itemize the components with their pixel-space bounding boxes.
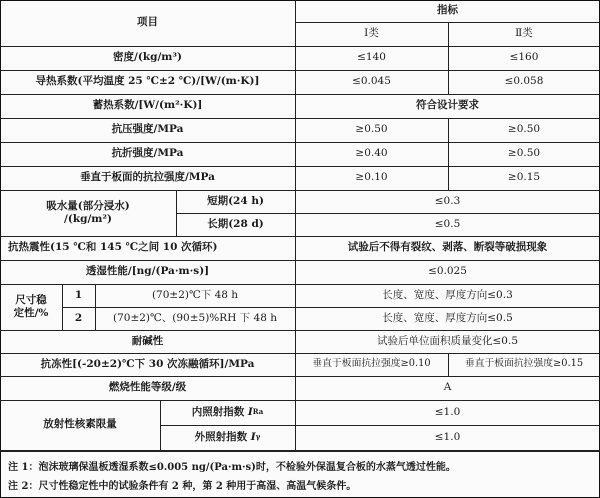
dimensional-stability-condition2-number: 2	[74, 311, 83, 324]
header-indicator: 指标	[437, 4, 458, 17]
dimensional-stability-condition1-value: 长度、宽度、厚度方向≤0.3	[382, 288, 513, 301]
tensile-strength-type2-value: ≥0.15	[507, 171, 541, 184]
water-absorption-label-line1: 吸水量(部分浸水)	[46, 199, 130, 212]
flexural-strength-type2-value: ≥0.50	[507, 147, 541, 160]
dimensional-stability-condition2: (70±2)℃、(90±5)%RH 下 48 h	[113, 311, 277, 324]
alkali-resistance-label: 耐碱性	[131, 334, 164, 347]
compressive-strength-label: 抗压强度/MPa	[111, 123, 184, 136]
header-item: 项目	[137, 16, 158, 29]
density-type1-value: ≤140	[357, 51, 386, 64]
thermal-conductivity-type1-value: ≤0.045	[352, 75, 391, 88]
compressive-strength-type2-value: ≥0.50	[507, 123, 541, 136]
thermal-shock-value: 试验后不得有裂纹、剥落、断裂等破损现象	[347, 241, 548, 254]
alkali-resistance-value: 试验后单位面积质量变化≤0.5	[377, 334, 518, 347]
internal-exposure-label	[160, 400, 295, 425]
combustion-value: A	[443, 381, 452, 394]
combustion-label: 燃烧性能等级/级	[108, 381, 187, 394]
dimensional-stability-condition2-value: 长度、宽度、厚度方向≤0.5	[382, 311, 513, 324]
external-exposure-value: ≤1.0	[434, 430, 461, 443]
note-1: 注 1：泡沫玻璃保温板透湿系数≤0.005 ng/(Pa·m·s)时，不检验外保温复合板的水蒸气透过性能。	[8, 462, 456, 473]
water-absorption-label-line2: /(kg/m²)	[64, 213, 112, 225]
water-absorption-short-value: ≤0.3	[434, 194, 461, 207]
thermal-conductivity-label: 导热系数(平均温度 25 ℃±2 ℃)/[W/(m·K)]	[35, 75, 260, 88]
freeze-thaw-label: 抗冻性[(-20±2)℃下 30 次冻融循环]/MPa	[40, 357, 255, 370]
note-2: 注 2：尺寸性稳定性中的试验条件有 2 种，第 2 种用于高湿、高温气候条件。	[8, 481, 357, 492]
heat-storage-value: 符合设计要求	[416, 99, 479, 112]
thermal-shock-label: 抗热震性(15 ℃和 145 ℃之间 10 次循环)	[8, 241, 218, 254]
heat-storage-label: 蓄热系数/[W/(m²·K)]	[92, 99, 203, 112]
internal-exposure-text: 内照射指数	[191, 405, 245, 418]
thermal-conductivity-type2-value: ≤0.058	[504, 75, 544, 88]
radioactivity-label: 放射性核素限量	[43, 418, 117, 431]
rule	[0, 450, 600, 452]
external-exposure-label	[160, 425, 295, 450]
header-type1: Ⅰ类	[364, 27, 379, 40]
freeze-thaw-type2-value: 垂直于板面抗拉强度≥0.15	[464, 358, 584, 370]
header-type2: Ⅱ类	[515, 27, 533, 40]
external-exposure-subscript: γ	[255, 432, 261, 442]
water-absorption-long-label: 长期(28 d)	[207, 217, 264, 230]
external-exposure-text: 外照射指数	[194, 430, 248, 443]
compressive-strength-type1-value: ≥0.50	[355, 123, 388, 136]
dimensional-stability-label-line1: 尺寸稳	[15, 293, 47, 306]
tensile-strength-type1-value: ≥0.10	[355, 171, 388, 184]
density-label: 密度/(kg/m³)	[113, 51, 182, 64]
dimensional-stability-label	[0, 284, 62, 330]
freeze-thaw-type1-value: 垂直于板面抗拉强度≥0.10	[312, 358, 431, 370]
density-type2-value: ≤160	[509, 51, 539, 64]
vapor-permeability-value: ≤0.025	[428, 265, 467, 278]
internal-exposure-value: ≤1.0	[434, 405, 461, 418]
internal-exposure-symbol: I	[247, 405, 253, 418]
flexural-strength-type1-value: ≥0.40	[355, 147, 388, 160]
dimensional-stability-label-line2: 定性/%	[13, 307, 49, 319]
dimensional-stability-condition1: (70±2)℃下 48 h	[151, 288, 239, 301]
flexural-strength-label: 抗折强度/MPa	[111, 147, 184, 160]
water-absorption-short-label: 短期(24 h)	[207, 194, 264, 207]
water-absorption-label	[0, 190, 176, 236]
water-absorption-long-value: ≤0.5	[434, 217, 461, 230]
internal-exposure-subscript: Ra	[252, 407, 264, 417]
vapor-permeability-label: 透湿性能/[ng/(Pa·m·s)]	[85, 265, 210, 278]
dimensional-stability-condition1-number: 1	[74, 288, 83, 301]
tensile-strength-label: 垂直于板面的抗拉强度/MPa	[80, 171, 215, 184]
external-exposure-symbol: I	[250, 430, 256, 443]
